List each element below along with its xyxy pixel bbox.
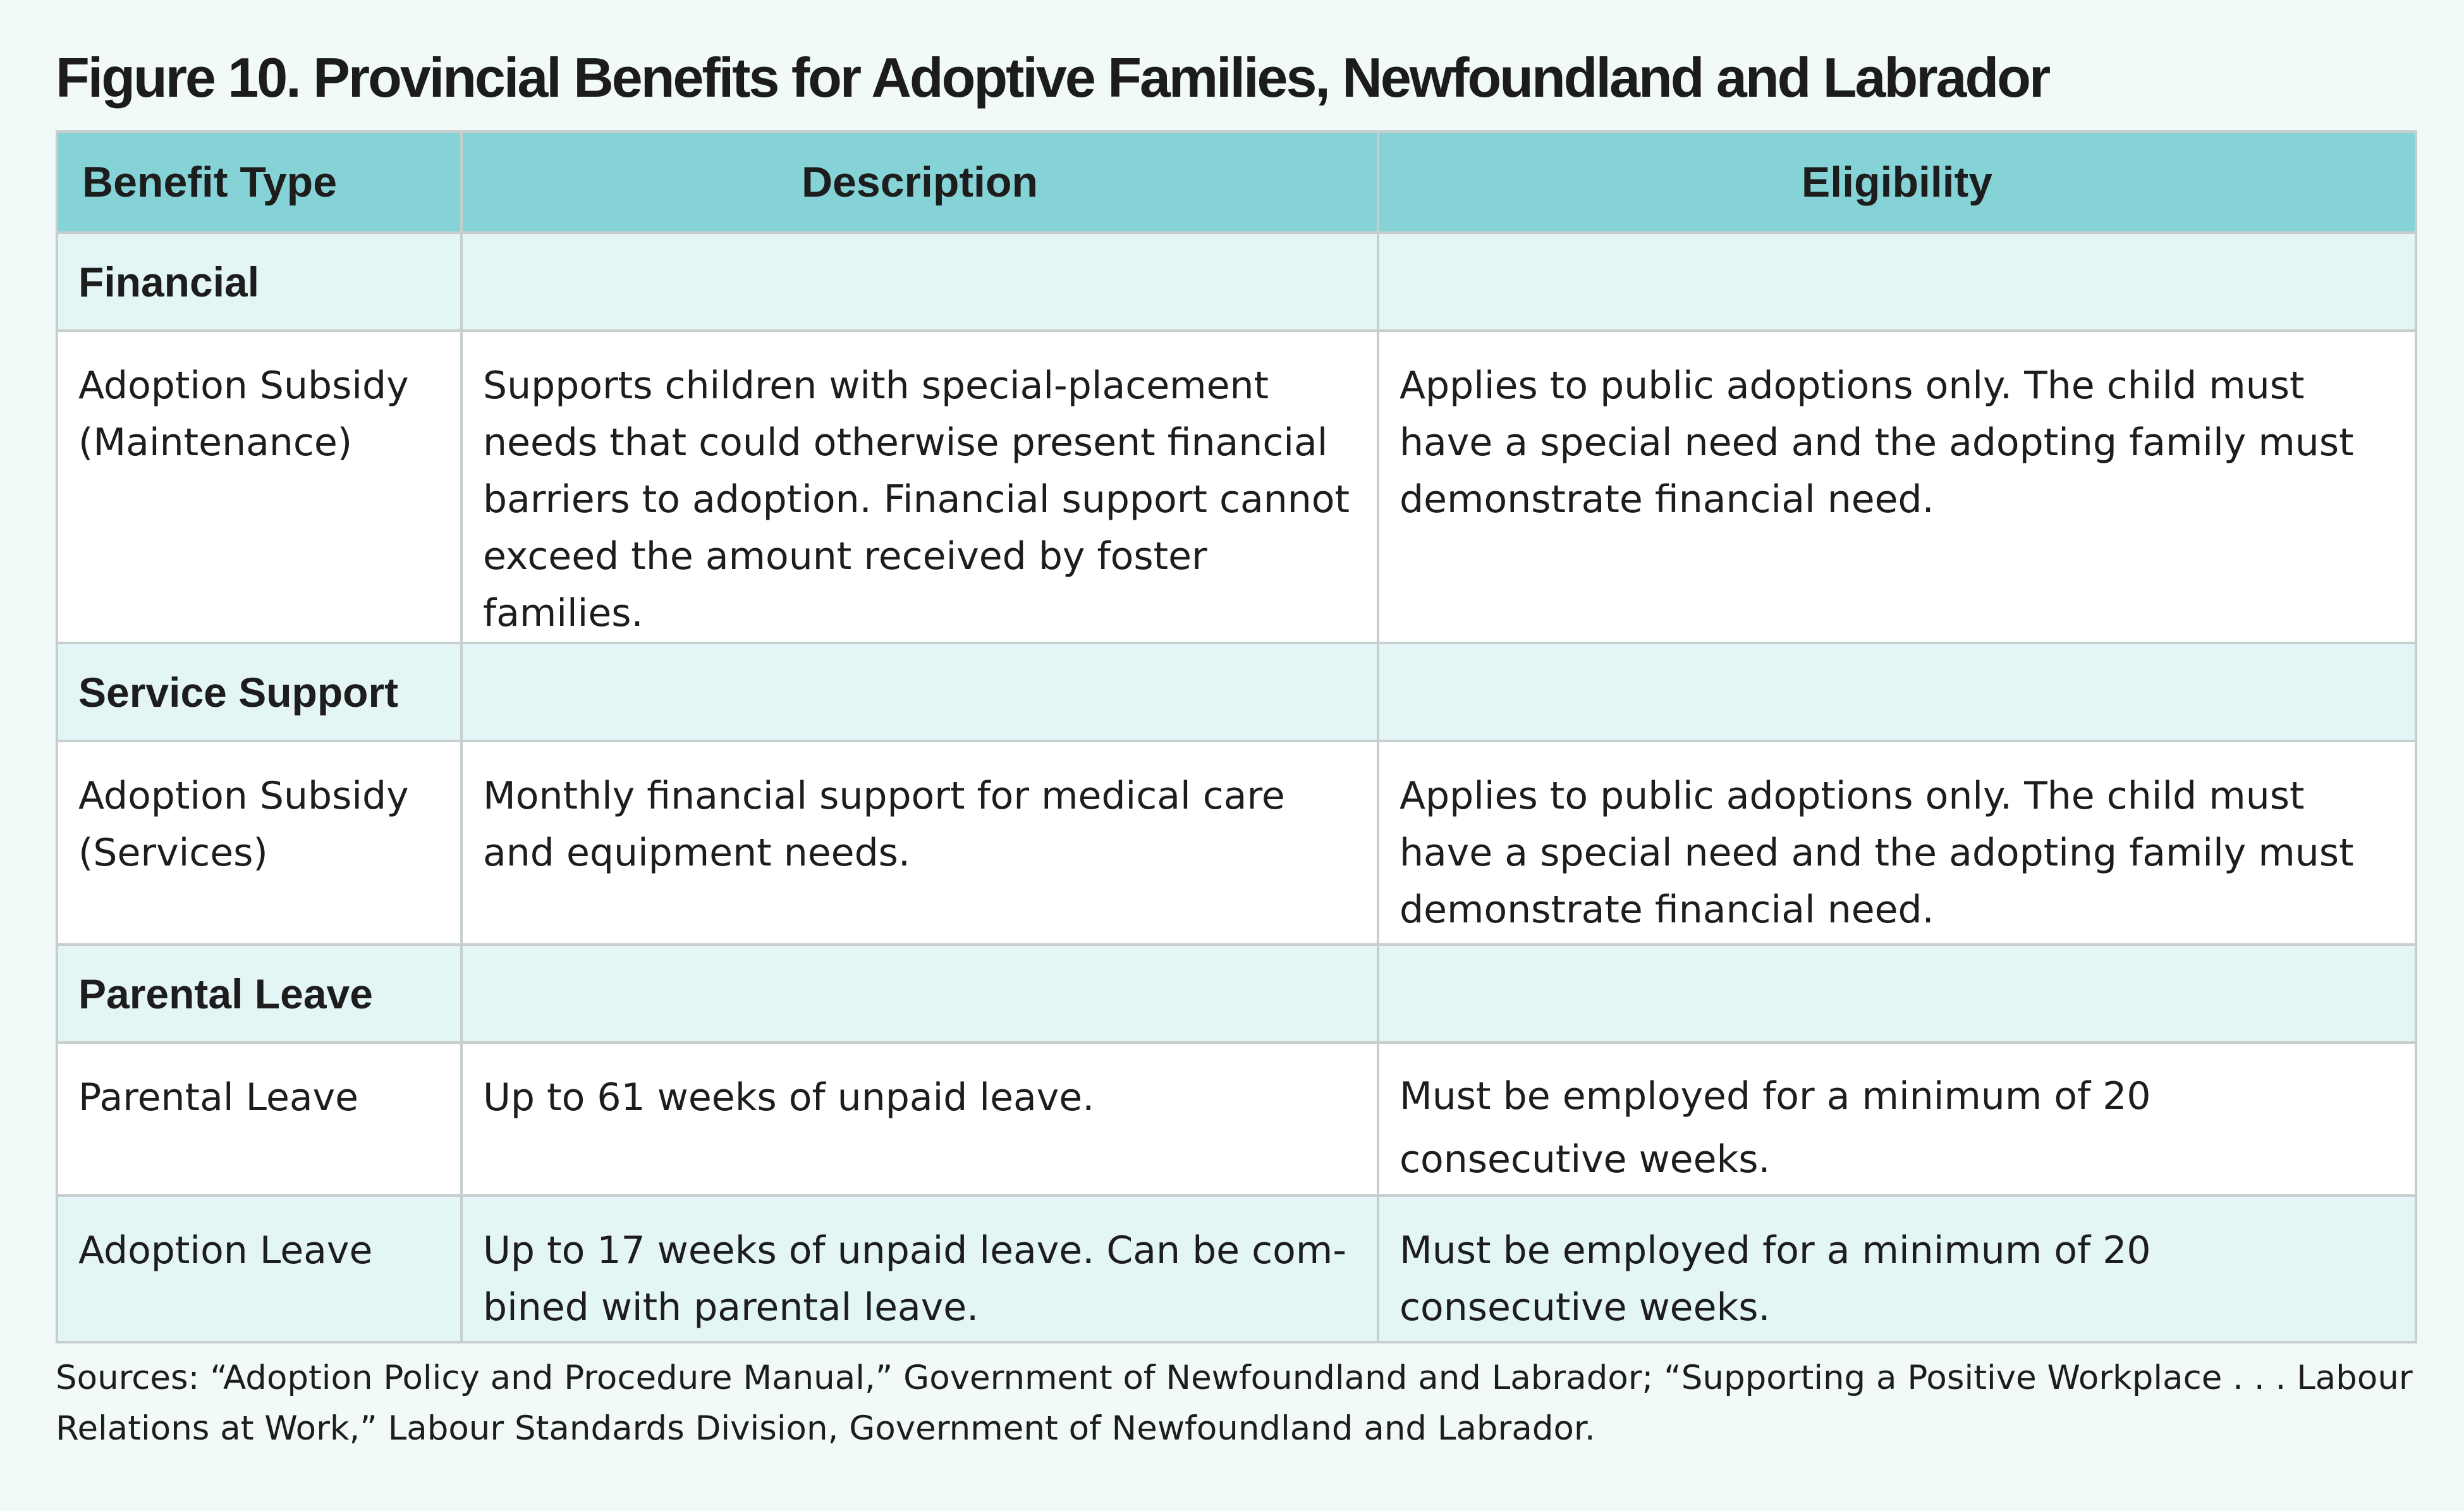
table-row (57, 1043, 2416, 1196)
category-label: Parental Leave (57, 945, 461, 1043)
empty-cell (1378, 643, 2416, 741)
description-cell: Up to 17 weeks of unpaid leave. Can be com-bined with parental leave. (461, 1196, 1378, 1342)
category-label: Financial (57, 233, 461, 331)
benefits-table (56, 130, 2417, 1343)
sources-note: Sources: “Adoption Policy and Procedure Manual,” Government of Newfoundland and Labrador; “Supporting a Positive Workplace . . . Labour Relations at Work,” Labour Standards Division, Government of Newfoundland and Labrador. (56, 1359, 2413, 1448)
header-benefit-type: Benefit Type (57, 132, 461, 233)
empty-cell (461, 945, 1378, 1043)
category-row-financial (57, 233, 2416, 331)
empty-cell (461, 233, 1378, 331)
eligibility-cell: Must be employed for a minimum of 20 consecutive weeks. (1378, 1196, 2416, 1342)
table-row (57, 1196, 2416, 1342)
eligibility-cell: Must be employed for a minimum of 20 consecutive weeks. (1378, 1043, 2416, 1196)
empty-cell (1378, 233, 2416, 331)
category-row-parental-leave (57, 945, 2416, 1043)
table-row (57, 331, 2416, 643)
header-description: Description (461, 132, 1378, 233)
description-cell: Monthly financial support for medical care and equipment needs. (461, 741, 1378, 945)
benefit-cell: Parental Leave (57, 1043, 461, 1196)
description-cell: Supports children with special-placement needs that could otherwise present financial barriers to adoption. Financial support cannot exceed the amount received by foster families. (461, 331, 1378, 643)
table-row (57, 741, 2416, 945)
category-row-service-support (57, 643, 2416, 741)
table-header-row (57, 132, 2416, 233)
description-cell: Up to 61 weeks of unpaid leave. (461, 1043, 1378, 1196)
eligibility-cell: Applies to public adoptions only. The child must have a special need and the adopting family must demonstrate financial need. (1378, 331, 2416, 643)
empty-cell (461, 643, 1378, 741)
header-eligibility: Eligibility (1378, 132, 2416, 233)
benefit-cell: Adoption Subsidy (Maintenance) (57, 331, 461, 643)
benefit-cell: Adoption Leave (57, 1196, 461, 1342)
empty-cell (1378, 945, 2416, 1043)
eligibility-cell: Applies to public adoptions only. The child must have a special need and the adopting family must demonstrate financial need. (1378, 741, 2416, 945)
figure-title: Figure 10. Provincial Benefits for Adoptive Families, Newfoundland and Labrador (56, 46, 2049, 109)
category-label: Service Support (57, 643, 461, 741)
benefit-cell: Adoption Subsidy (Services) (57, 741, 461, 945)
